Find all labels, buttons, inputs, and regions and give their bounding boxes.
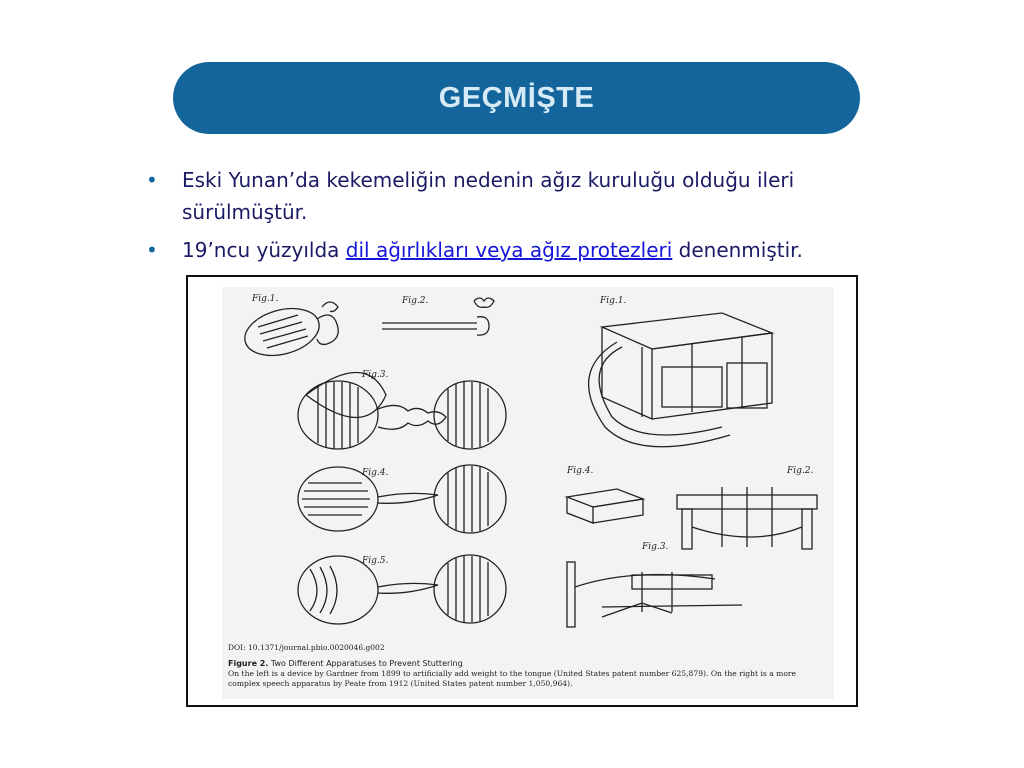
- fig-label: Fig.3.: [362, 370, 389, 380]
- fig-label: Fig.4.: [567, 466, 594, 476]
- fig-label: Fig.1.: [600, 296, 627, 306]
- figure-number: Figure 2.: [228, 659, 269, 668]
- figure-caption-body: On the left is a device by Gardner from 1899 to artificially add weight to the tongue (United States patent number 625,879). On the right is a more complex speech apparatus by Peate from 1912 (United States patent number 1,050,964).: [228, 669, 797, 688]
- bullet-link[interactable]: dil ağırlıkları veya ağız protezleri: [345, 238, 673, 262]
- bullet-marker: •: [146, 238, 158, 262]
- fig-label: Fig.1.: [252, 294, 279, 304]
- fig-label: Fig.3.: [642, 542, 669, 552]
- fig-label: Fig.2.: [787, 466, 814, 476]
- bullet-list: [146, 164, 886, 272]
- gardner-fig4-drawing: [298, 465, 506, 533]
- peate-fig1-drawing: [589, 313, 772, 447]
- fig-label: Fig.5.: [362, 556, 389, 566]
- peate-fig2-drawing: [677, 487, 817, 549]
- bullet-item-1: [146, 164, 886, 228]
- patent-drawings: [222, 287, 834, 637]
- figure-caption-title: [228, 659, 463, 668]
- fig-label: Fig.2.: [402, 296, 429, 306]
- gardner-fig2-drawing: [382, 298, 494, 335]
- title-bar: [173, 62, 860, 134]
- bullet-text-2-after: denenmiştir.: [672, 238, 803, 262]
- peate-fig3-drawing: [567, 562, 742, 627]
- figure-title: Two Different Apparatuses to Prevent Stuttering: [268, 659, 463, 668]
- gardner-fig3-drawing: [298, 373, 506, 450]
- bullet-text-1: Eski Yunan’da kekemeliğin nedenin ağız kuruluğu olduğu ileri sürülmüştür.: [182, 168, 795, 224]
- slide-title: GEÇMİŞTE: [438, 81, 595, 114]
- peate-fig4-drawing: [567, 489, 643, 523]
- patent-figure-image: [222, 287, 834, 699]
- fig-label: Fig.4.: [362, 468, 389, 478]
- bullet-text-2-before: 19’ncu yüzyılda: [182, 238, 346, 262]
- bullet-marker: •: [146, 168, 158, 192]
- figure-doi: DOI: 10.1371/journal.pbio.0020046.g002: [228, 643, 385, 652]
- bullet-item-2: [146, 234, 886, 266]
- gardner-fig1-drawing: [240, 301, 339, 363]
- patent-figure: [186, 275, 858, 707]
- gardner-fig5-drawing: [298, 555, 506, 624]
